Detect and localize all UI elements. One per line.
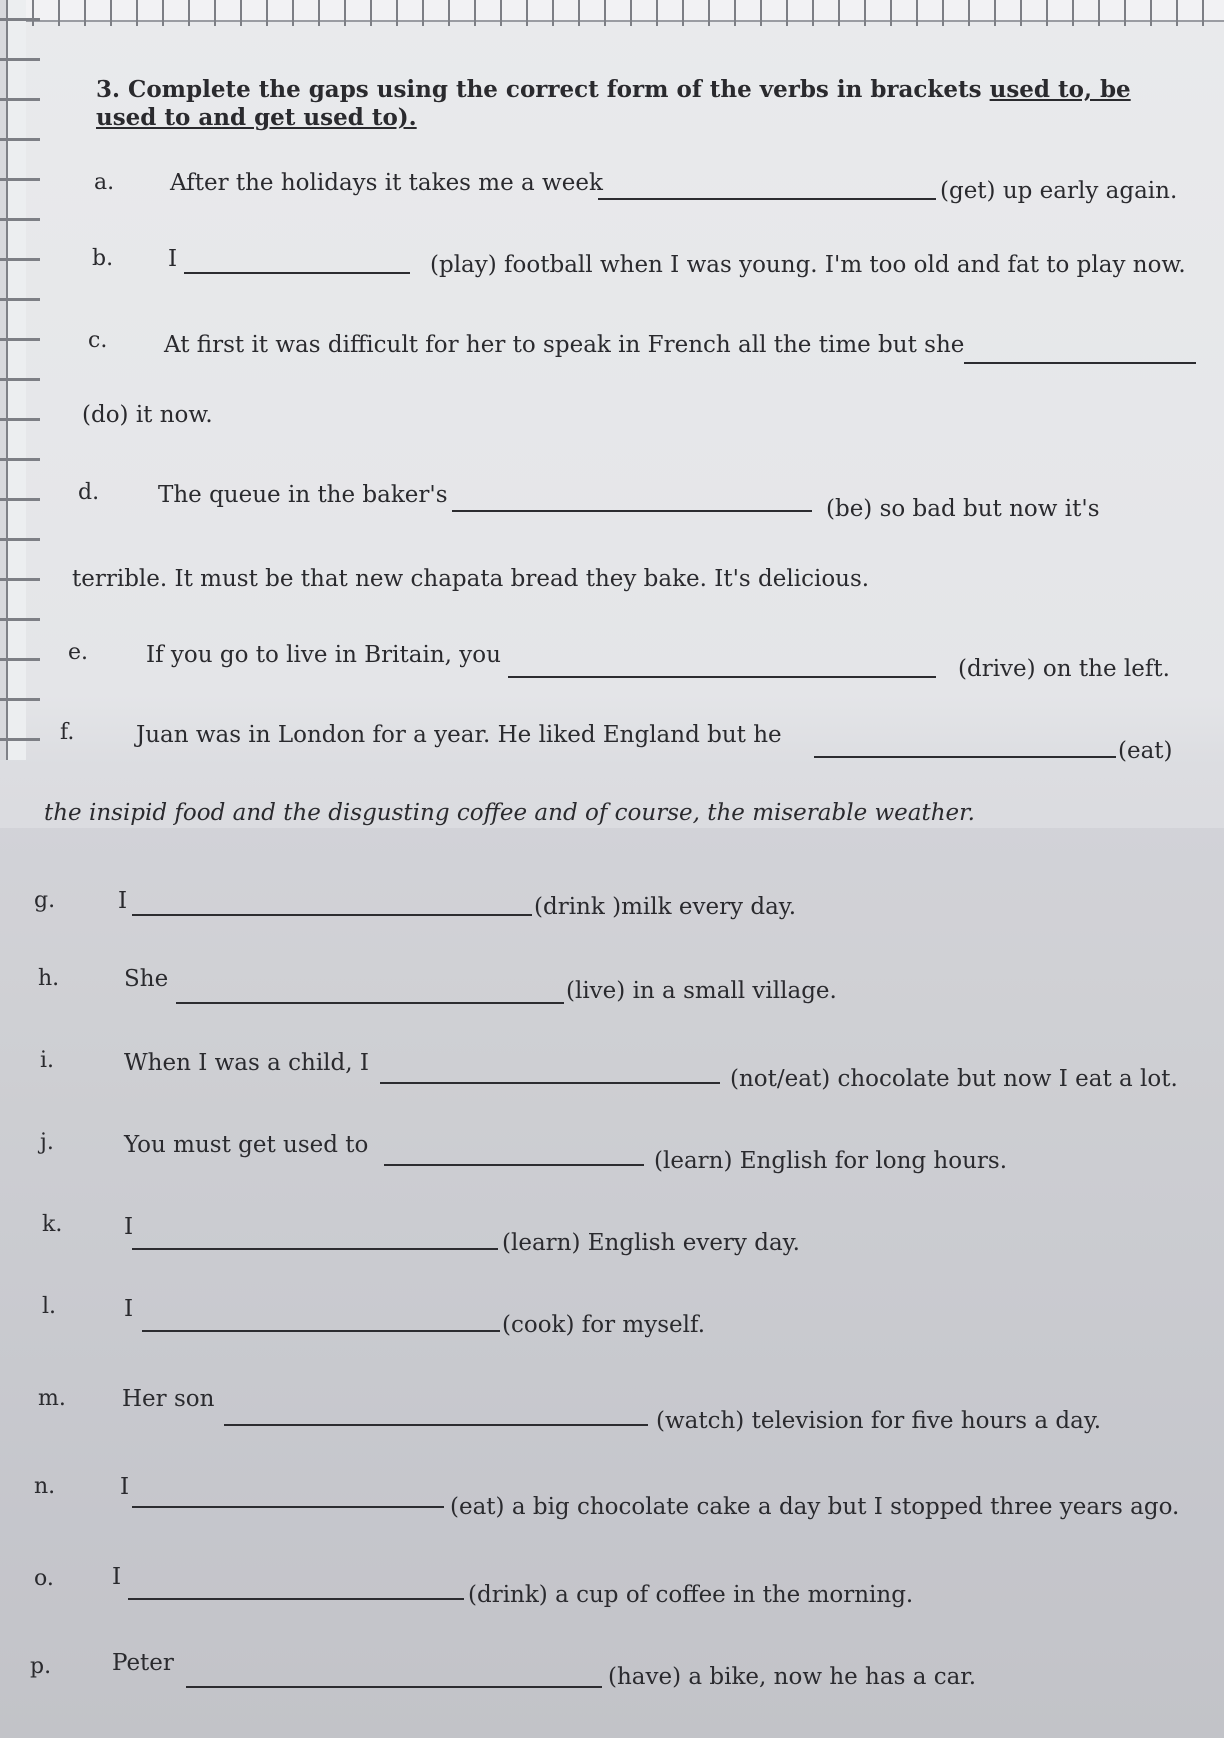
- item-j-hint: (learn) English for long hours.: [654, 1148, 1008, 1174]
- item-f-label: f.: [60, 720, 75, 745]
- item-d-hint: (be) so bad but now it's: [826, 496, 1100, 522]
- item-n-label: n.: [34, 1474, 56, 1499]
- item-k-blank[interactable]: [132, 1248, 498, 1250]
- item-h-hint: (live) in a small village.: [566, 978, 837, 1004]
- item-l-blank[interactable]: [142, 1330, 500, 1332]
- item-f-cont: the insipid food and the disgusting coffee and of course, the miserable weather.: [44, 800, 975, 826]
- item-k-label: k.: [42, 1212, 63, 1237]
- item-m-text: Her son: [122, 1386, 215, 1412]
- item-c-text: At first it was difficult for her to speak in French all the time but she: [164, 332, 965, 358]
- item-i-text: When I was a child, I: [124, 1050, 369, 1076]
- item-c-label: c.: [88, 328, 108, 353]
- item-l-label: l.: [42, 1294, 57, 1319]
- item-e-text: If you go to live in Britain, you: [146, 642, 501, 668]
- item-k-text: I: [124, 1214, 134, 1240]
- item-e-hint: (drive) on the left.: [958, 656, 1170, 682]
- item-l-hint: (cook) for myself.: [502, 1312, 706, 1338]
- item-e-blank[interactable]: [508, 676, 936, 678]
- item-f-hint: (eat): [1118, 738, 1173, 764]
- item-m-label: m.: [38, 1386, 66, 1411]
- title-underlined: used to, be used to and get used to).: [96, 76, 1131, 131]
- item-m-blank[interactable]: [224, 1424, 648, 1426]
- item-j-text: You must get used to: [124, 1132, 369, 1158]
- item-c-cont: (do) it now.: [82, 402, 213, 428]
- item-h-text: She: [124, 966, 169, 992]
- item-h-blank[interactable]: [176, 1002, 564, 1004]
- item-f-blank[interactable]: [814, 756, 1116, 758]
- item-m-hint: (watch) television for five hours a day.: [656, 1408, 1102, 1434]
- item-g-text: I: [118, 888, 128, 914]
- item-p-label: p.: [30, 1654, 52, 1679]
- item-o-text: I: [112, 1564, 122, 1590]
- item-h-label: h.: [38, 966, 60, 991]
- item-b-blank[interactable]: [184, 272, 410, 274]
- item-a-text: After the holidays it takes me a week: [170, 170, 603, 196]
- item-e-label: e.: [68, 640, 89, 665]
- item-f-text: Juan was in London for a year. He liked England but he: [136, 722, 782, 748]
- item-i-blank[interactable]: [380, 1082, 720, 1084]
- item-n-blank[interactable]: [132, 1506, 444, 1508]
- title-prefix: 3. Complete the gaps using the correct form of the verbs in brackets: [96, 76, 990, 103]
- item-p-blank[interactable]: [186, 1686, 602, 1688]
- item-d-blank[interactable]: [452, 510, 812, 512]
- item-g-hint: (drink )milk every day.: [534, 894, 797, 920]
- item-i-hint: (not/eat) chocolate but now I eat a lot.: [730, 1066, 1178, 1092]
- notebook-binding-left: [0, 0, 40, 760]
- item-g-blank[interactable]: [132, 914, 532, 916]
- item-o-label: o.: [34, 1566, 54, 1591]
- item-n-text: I: [120, 1474, 130, 1500]
- item-a-label: a.: [94, 170, 115, 195]
- exercise-title: [96, 76, 1176, 132]
- item-b-label: b.: [92, 246, 114, 271]
- item-b-hint: (play) football when I was young. I'm too old and fat to play now.: [430, 252, 1186, 278]
- item-o-blank[interactable]: [128, 1598, 464, 1600]
- item-j-label: j.: [40, 1130, 54, 1155]
- item-d-label: d.: [78, 480, 100, 505]
- item-l-text: I: [124, 1296, 134, 1322]
- item-j-blank[interactable]: [384, 1164, 644, 1166]
- item-a-blank[interactable]: [598, 198, 936, 200]
- item-p-hint: (have) a bike, now he has a car.: [608, 1664, 977, 1690]
- notebook-binding-top: [0, 0, 1224, 26]
- item-k-hint: (learn) English every day.: [502, 1230, 800, 1256]
- item-d-cont: terrible. It must be that new chapata bread they bake. It's delicious.: [72, 566, 870, 592]
- item-o-hint: (drink) a cup of coffee in the morning.: [468, 1582, 914, 1608]
- item-g-label: g.: [34, 888, 56, 913]
- item-d-text: The queue in the baker's: [158, 482, 448, 508]
- item-a-hint: (get) up early again.: [940, 178, 1178, 204]
- item-i-label: i.: [40, 1048, 55, 1073]
- item-c-blank[interactable]: [964, 362, 1196, 364]
- item-b-text: I: [168, 246, 178, 272]
- item-n-hint: (eat) a big chocolate cake a day but I stopped three years ago.: [450, 1494, 1180, 1520]
- item-p-text: Peter: [112, 1650, 174, 1676]
